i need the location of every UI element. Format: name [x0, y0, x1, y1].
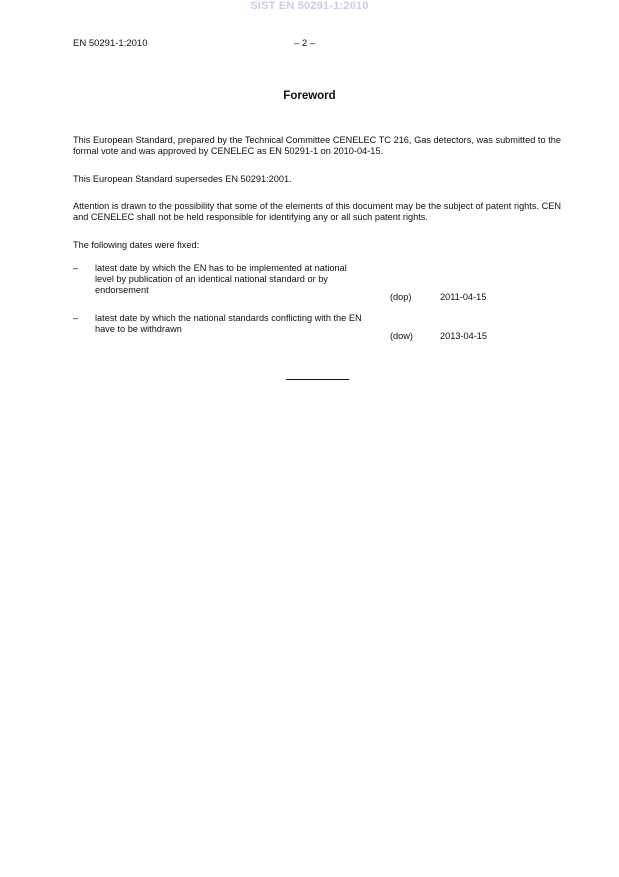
paragraph-supersedes: This European Standard supersedes EN 50291:2001. [73, 174, 292, 184]
list-dash: – [73, 263, 79, 273]
date-description: latest date by which the national standards conflicting with the EN have to be withdrawn [95, 313, 362, 334]
paragraph-dates-intro: The following dates were fixed: [73, 240, 200, 250]
list-dash: – [73, 313, 79, 323]
date-abbreviation: (dop) [390, 292, 412, 302]
date-value: 2013-04-15 [440, 331, 487, 341]
date-description: latest date by which the EN has to be implemented at national level by publication of an identical national standard or by endorsement [95, 263, 347, 295]
paragraph-patent-rights: Attention is drawn to the possibility that some of the elements of this document may be the subject of patent rights. CEN and CENELEC shall not be held responsible for identifying any or all such patent rights. [73, 201, 561, 222]
page-number: – 2 – [294, 38, 316, 49]
date-value: 2011-04-15 [440, 292, 487, 302]
end-separator-line [286, 379, 349, 380]
document-id: EN 50291-1:2010 [73, 38, 148, 49]
foreword-title: Foreword [283, 90, 336, 102]
date-abbreviation: (dow) [390, 331, 413, 341]
watermark-text: SIST EN 50291-1:2010 [250, 0, 369, 12]
paragraph-approval: This European Standard, prepared by the Technical Committee CENELEC TC 216, Gas detectors, was submitted to the formal vote and was approved by CENELEC as EN 50291-1 on 2010-04-15. [73, 135, 561, 156]
